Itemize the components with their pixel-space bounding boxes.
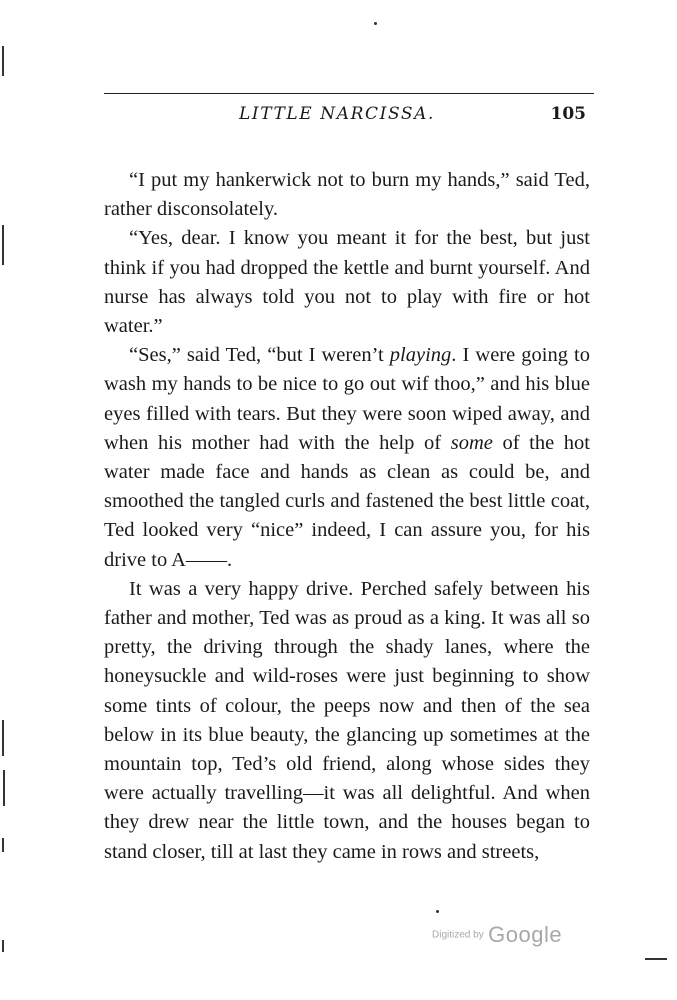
- paragraph: [104, 341, 590, 575]
- scan-mark: [2, 720, 4, 756]
- watermark-prefix: Digitized by: [432, 929, 484, 941]
- paragraph-text: “Ses,” said Ted, “but I weren’t: [129, 344, 390, 367]
- italic-text: playing: [389, 344, 452, 367]
- scan-mark: [2, 838, 4, 852]
- scan-mark: [645, 958, 667, 960]
- scan-mark: [3, 770, 5, 806]
- paragraph: [104, 575, 590, 867]
- header-rule: [104, 93, 594, 94]
- scan-mark: [2, 940, 4, 952]
- running-title: LITTLE NARCISSA.: [239, 104, 436, 124]
- paragraph-text: of the hot water made face and hands as clean as could be, and smoothed the tangled curls and fastened the best little coat, Ted looked very “nice” indeed, I can assure you, for his drive to A——.: [104, 431, 590, 571]
- paragraph-text: “Yes, dear. I know you meant it for the best, but just think if you had dropped the kettle and burnt yourself. And nurse has always told you not to play with fire or hot water.”: [104, 227, 590, 338]
- digitized-watermark: [432, 922, 562, 948]
- paragraph-text: It was a very happy drive. Perched safely between his father and mother, Ted was as proud as a king. It was all so pretty, the driving through the shady lanes, where the honeysuckle and wild-roses were just beginning to show some tints of colour, the peeps now and then of the sea below in its blue beauty, the glancing up sometimes at the mountain top, Ted’s old friend, along whose sides they were actually travelling—it was all delightful. And when they drew near the little town, and the houses began to stand closer, till at last they came in rows and streets,: [104, 577, 590, 863]
- paragraph-text: . I were going to wash my hands to be nice to go out wif thoo,” and his blue eyes filled with tears. But they were soon wiped away, and when his mother had with the help of: [104, 344, 590, 454]
- scan-mark: [2, 46, 4, 76]
- page-number: 105: [550, 104, 586, 124]
- paragraph-text: “I put my hankerwick not to burn my hands,” said Ted, rather disconsolately.: [104, 169, 590, 221]
- watermark-brand: Google: [488, 922, 563, 947]
- scan-mark: [374, 22, 377, 25]
- running-header: [104, 104, 594, 130]
- scan-mark: [436, 910, 439, 913]
- paragraph: [104, 166, 590, 224]
- paragraph: [104, 224, 590, 341]
- body-text: [104, 166, 590, 867]
- italic-text: some: [450, 431, 493, 454]
- scan-mark: [2, 225, 4, 265]
